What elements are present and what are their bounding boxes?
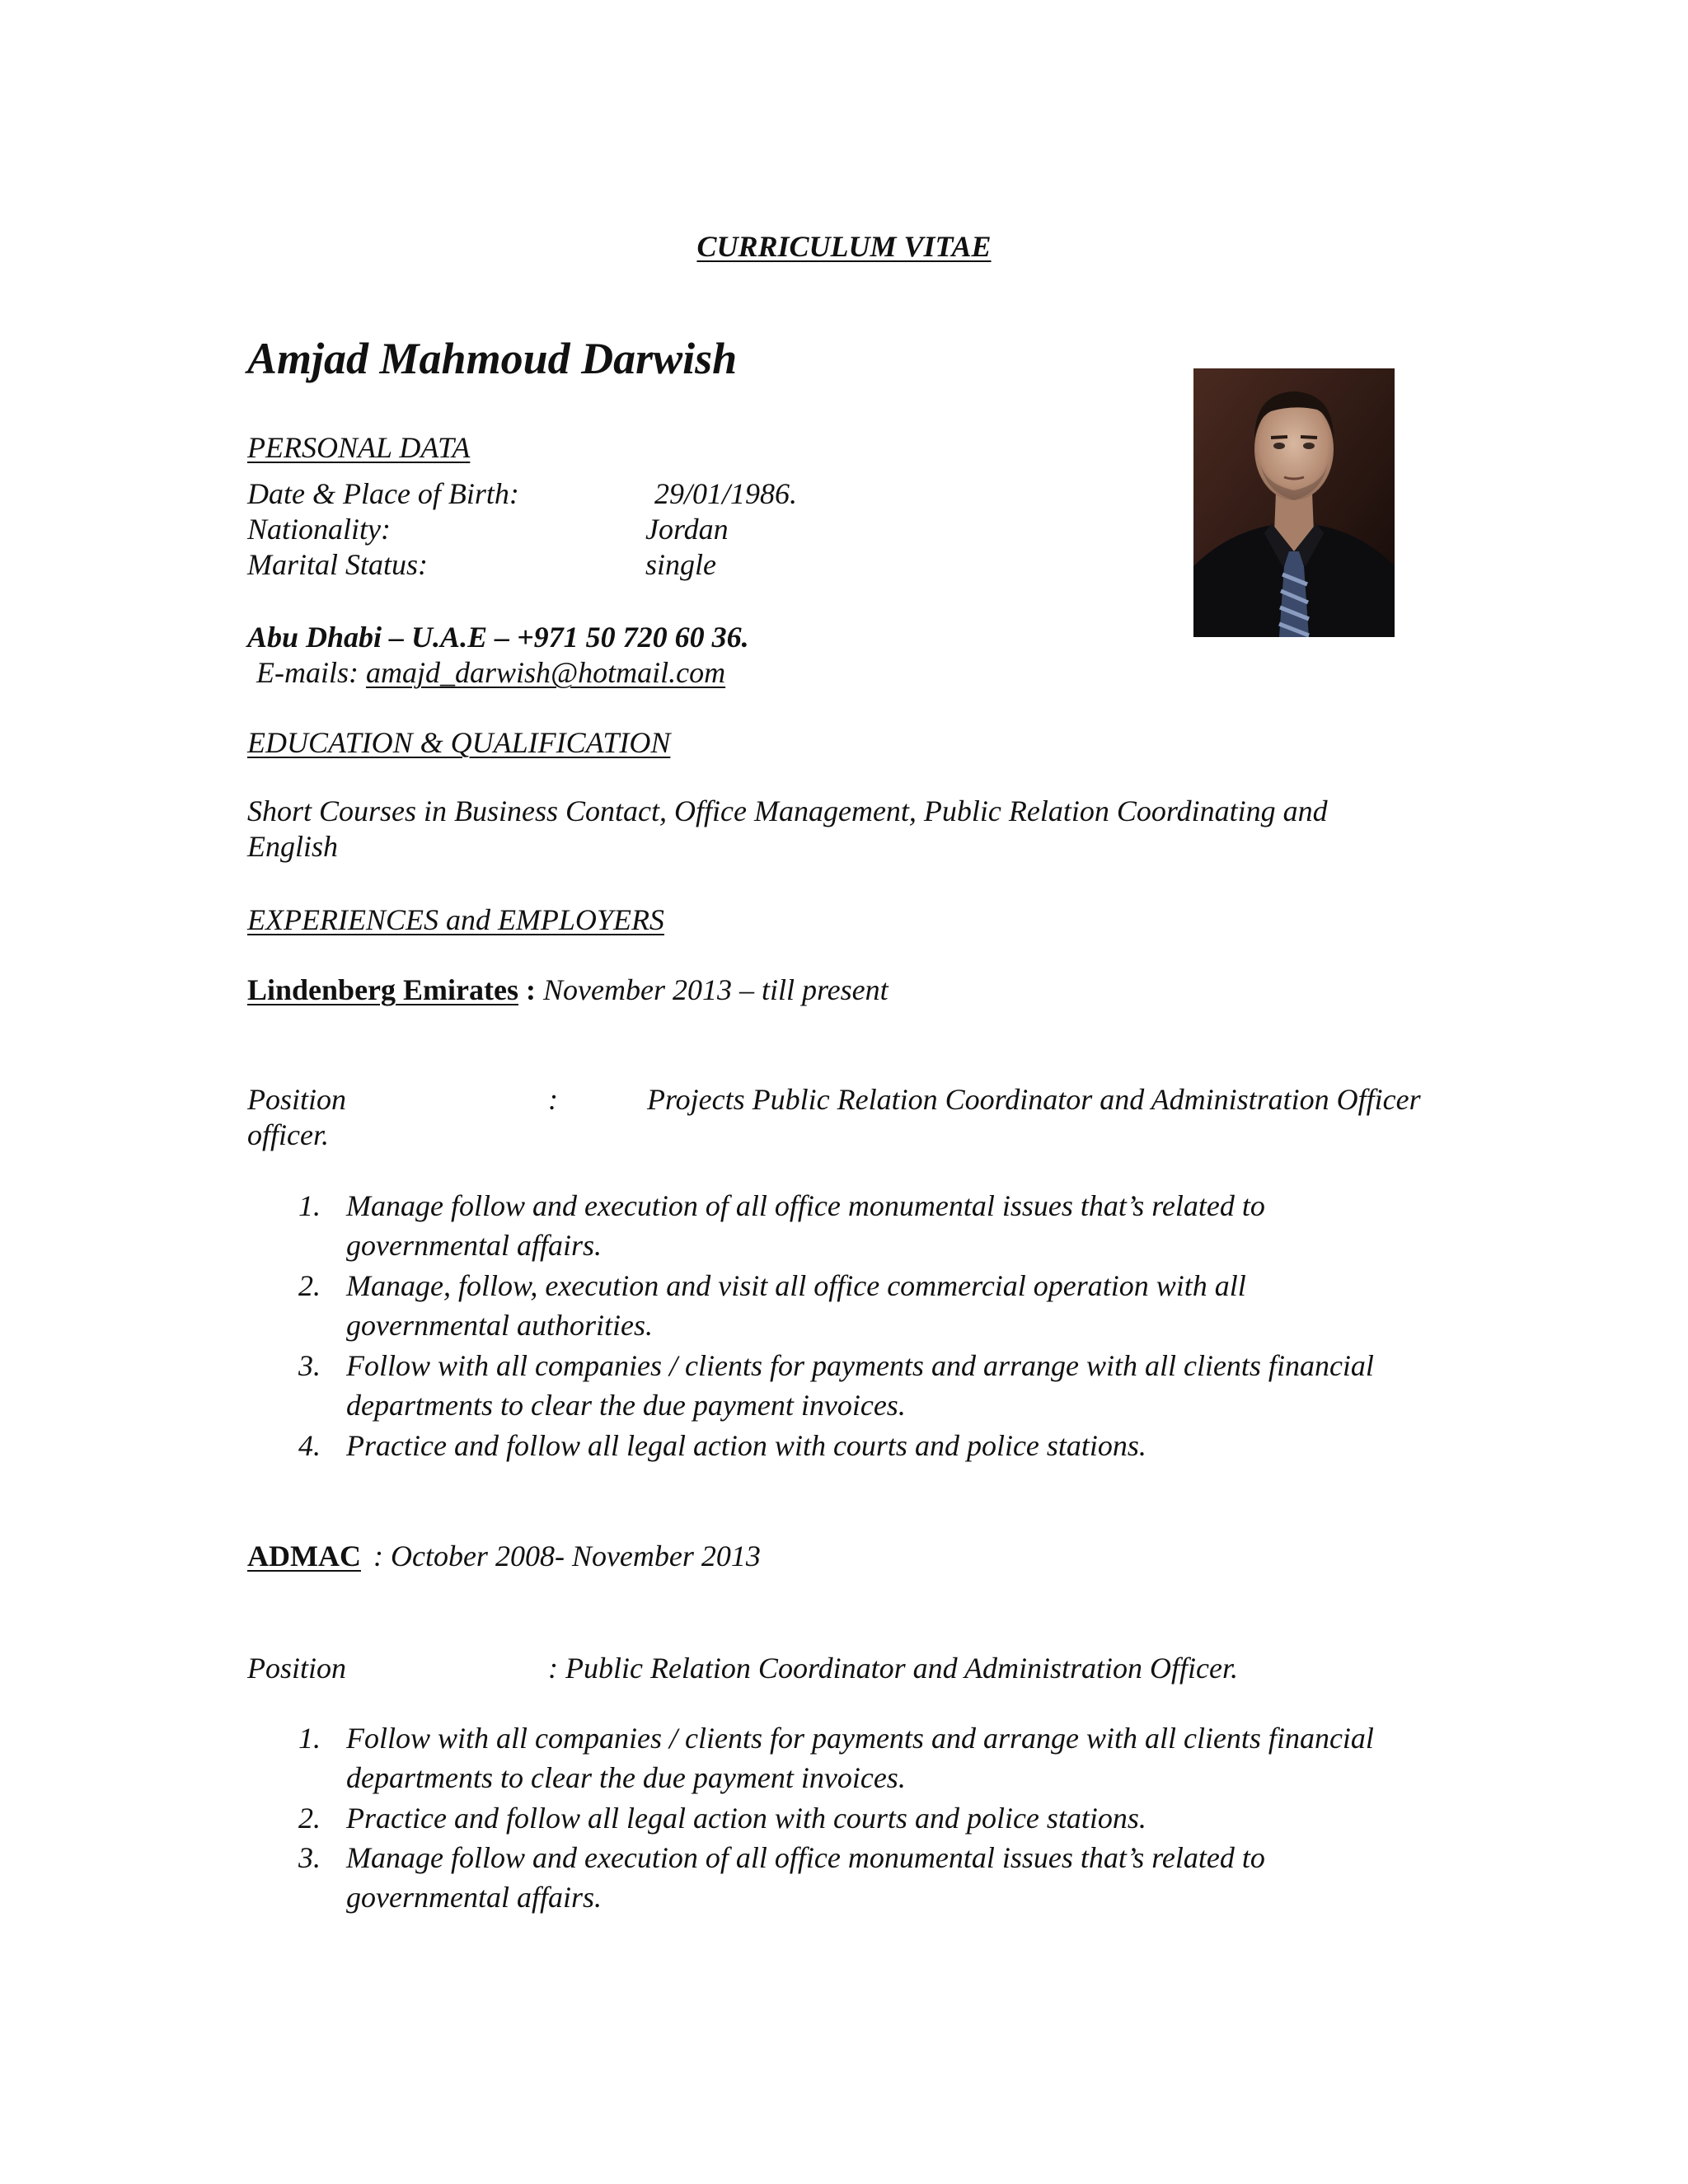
experience-heading: EXPERIENCES and EMPLOYERS <box>247 903 664 936</box>
job-1-position-label: Position <box>247 1083 347 1116</box>
birth-label: Date & Place of Birth: <box>247 477 519 510</box>
job-2-employer: ADMAC <box>247 1540 361 1572</box>
education-heading: EDUCATION & QUALIFICATION <box>247 726 671 759</box>
contact-line: Abu Dhabi – U.A.E – +971 50 720 60 36. <box>247 621 749 654</box>
job-1-duty-2-number: 2. <box>298 1269 321 1302</box>
email-row <box>256 655 725 690</box>
job-1-separator: : <box>526 973 536 1006</box>
nationality-value: Jordan <box>645 513 729 546</box>
job-2-duty-1-line2: departments to clear the due payment invoices. <box>346 1761 906 1794</box>
job-2-position-label: Position <box>247 1652 347 1685</box>
job-1-position-wrap: officer. <box>247 1118 329 1151</box>
candidate-name: Amjad Mahmoud Darwish <box>247 334 738 383</box>
job-2-duty-1-number: 1. <box>298 1722 321 1755</box>
job-1-position-colon: : <box>548 1083 558 1116</box>
job-1-duty-4-line1: Practice and follow all legal action with courts and police stations. <box>346 1429 1146 1462</box>
job-1-position-value: Projects Public Relation Coordinator and Administration Officer <box>647 1083 1421 1116</box>
email-label: E-mails: <box>256 656 359 689</box>
job-1-duty-2-line2: governmental authorities. <box>346 1309 653 1342</box>
document-title-text: CURRICULUM VITAE <box>696 230 992 263</box>
education-text-line1: Short Courses in Business Contact, Office Management, Public Relation Coordinating and <box>247 794 1328 827</box>
personal-data-heading: PERSONAL DATA <box>247 431 471 464</box>
job-1-duty-4-number: 4. <box>298 1429 321 1462</box>
job-2-duty-2-line1: Practice and follow all legal action with courts and police stations. <box>346 1802 1146 1835</box>
job-1-period: November 2013 – till present <box>543 973 889 1006</box>
job-1-header <box>247 972 889 1007</box>
job-1-employer: Lindenberg Emirates <box>247 973 518 1006</box>
email-link[interactable]: amajd_darwish@hotmail.com <box>365 656 726 689</box>
job-2-duty-2-number: 2. <box>298 1802 321 1835</box>
job-2-duty-3-number: 3. <box>298 1841 321 1874</box>
job-1-duty-2-line1: Manage, follow, execution and visit all office commercial operation with all <box>346 1269 1246 1302</box>
job-2-header <box>247 1539 761 1573</box>
marital-label: Marital Status: <box>247 548 429 581</box>
birth-value: 29/01/1986. <box>654 477 798 510</box>
job-2-position-value: : Public Relation Coordinator and Administration Officer. <box>548 1652 1238 1685</box>
job-2-duty-3-line2: governmental affairs. <box>346 1881 602 1914</box>
nationality-label: Nationality: <box>247 513 391 546</box>
education-text-line2: English <box>247 830 339 863</box>
job-1-duty-1-line1: Manage follow and execution of all office monumental issues that’s related to <box>346 1189 1265 1222</box>
document-title <box>0 229 1688 264</box>
marital-value: single <box>645 548 716 581</box>
job-1-duty-3-line1: Follow with all companies / clients for payments and arrange with all clients financial <box>346 1349 1374 1382</box>
job-1-duty-3-line2: departments to clear the due payment invoices. <box>346 1389 906 1422</box>
job-1-duty-3-number: 3. <box>298 1349 321 1382</box>
job-2-duty-1-line1: Follow with all companies / clients for payments and arrange with all clients financial <box>346 1722 1374 1755</box>
job-2-period: : October 2008- November 2013 <box>373 1540 761 1572</box>
job-1-duty-1-line2: governmental affairs. <box>346 1229 602 1262</box>
job-1-duty-1-number: 1. <box>298 1189 321 1222</box>
profile-photo <box>1193 368 1395 637</box>
job-2-duty-3-line1: Manage follow and execution of all office monumental issues that’s related to <box>346 1841 1265 1874</box>
